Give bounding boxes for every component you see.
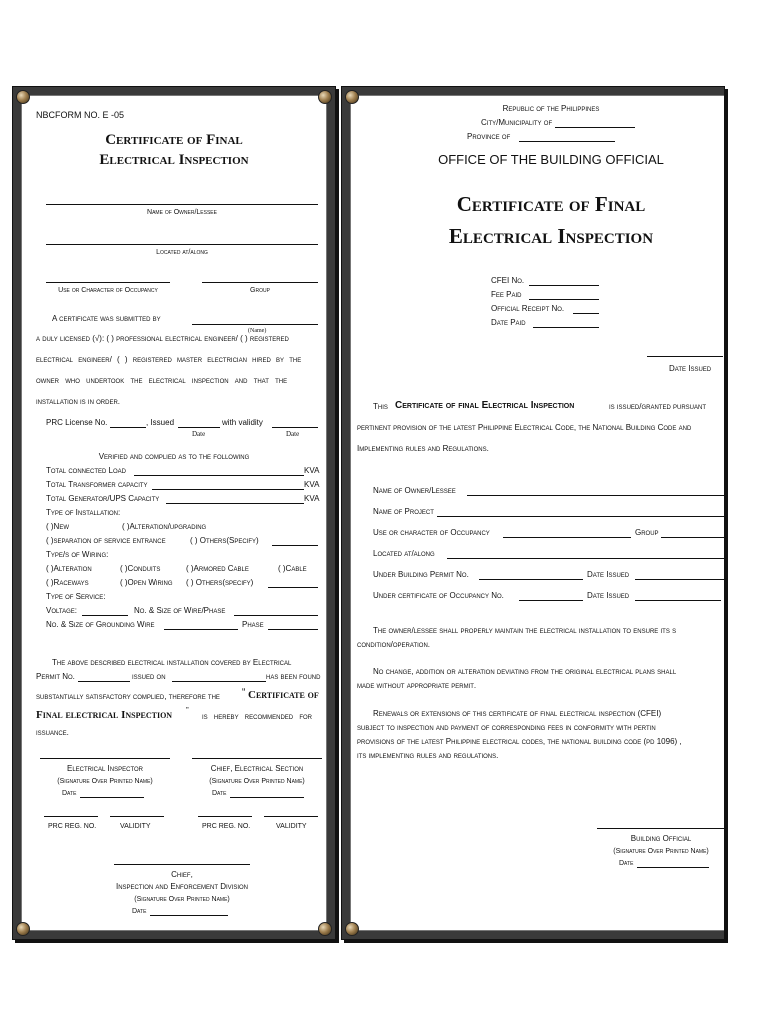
total-transformer-label: Total Transformer capacity bbox=[46, 480, 148, 489]
validity-line-2[interactable] bbox=[264, 816, 318, 817]
group-line-right[interactable] bbox=[661, 537, 725, 538]
date-paid-line[interactable] bbox=[533, 327, 599, 328]
paragraph-2a: No change, addition or alteration deviating from the original electrical plans shall bbox=[373, 667, 677, 676]
with-validity-label: with validity bbox=[222, 418, 263, 427]
grounding-label: No. & Size of Grounding Wire bbox=[46, 620, 155, 629]
location-label: Located at/along bbox=[156, 249, 208, 256]
receipt-no-label: Official Receipt No. bbox=[491, 304, 565, 313]
issued-granted-text: is issued/granted pursuant bbox=[609, 402, 707, 411]
paragraph-3c: provisions of the latest Philippine electrical codes, the national building code (pd 1096) , bbox=[357, 737, 682, 746]
building-official-signature-line[interactable] bbox=[597, 828, 725, 829]
inspector-signature-line[interactable] bbox=[40, 758, 170, 759]
republic-label: Republic of the Philippines bbox=[502, 104, 600, 113]
others-wiring-checkbox[interactable]: ( ) Others(specify) bbox=[186, 578, 254, 587]
implementing-text: Implementing rules and Regulations. bbox=[357, 444, 489, 453]
quote-close: ” bbox=[186, 706, 189, 715]
left-title-line1: Certificate of Final bbox=[105, 132, 243, 148]
cert-inline-bold: Certificate of final Electrical Inspection bbox=[395, 400, 575, 411]
paragraph-1a: The owner/lessee shall properly maintain the electrical installation to ensure its s bbox=[373, 626, 677, 635]
kva-2: KVA bbox=[304, 480, 320, 489]
quote-open: “ bbox=[242, 687, 246, 698]
prc-reg-line-1[interactable] bbox=[44, 816, 98, 817]
right-title-line1: Certificate of Final bbox=[456, 192, 646, 216]
left-title-line2: Electrical Inspection bbox=[99, 152, 249, 168]
kva-1: KVA bbox=[304, 466, 320, 475]
located-line[interactable] bbox=[447, 558, 725, 559]
building-official-signature-name: (Signature Over Printed Name) bbox=[613, 848, 709, 855]
open-wiring-checkbox[interactable]: ( )Open Wiring bbox=[120, 578, 173, 587]
chief-section-label: Chief, Electrical Section bbox=[210, 764, 304, 773]
permit-no-label: Permit No. bbox=[36, 672, 75, 681]
cert-text-5: installation is in order. bbox=[36, 397, 121, 406]
conduits-checkbox[interactable]: ( )Conduits bbox=[120, 564, 161, 573]
cert-text-4: owner who undertook the electrical inspection and that the bbox=[36, 376, 288, 385]
chief-label: Chief, bbox=[171, 870, 193, 879]
chief-section-signature-name: (Signature Over Printed Name) bbox=[209, 778, 305, 785]
name-small-label: (Name) bbox=[248, 328, 267, 334]
fee-paid-label: Fee Paid bbox=[491, 290, 522, 299]
occupancy-cert-label: Under certificate of Occupancy No. bbox=[373, 591, 504, 600]
office-heading: OFFICE OF THE BUILDING OFFICIAL bbox=[438, 152, 664, 167]
issued-on-line[interactable] bbox=[172, 681, 266, 682]
owner-lessee-line[interactable] bbox=[467, 495, 725, 496]
alteration-wiring-checkbox[interactable]: ( )Alteration bbox=[46, 564, 92, 573]
rivet-icon bbox=[16, 90, 30, 104]
verified-heading: Verified and complied as to the following bbox=[98, 452, 250, 461]
raceways-checkbox[interactable]: ( )Raceways bbox=[46, 578, 89, 587]
group-label: Group bbox=[250, 287, 270, 294]
left-certificate-card bbox=[12, 86, 336, 940]
building-official-label: Building Official bbox=[630, 834, 692, 843]
city-line[interactable] bbox=[555, 127, 635, 128]
this-text: This bbox=[373, 402, 388, 411]
use-character-line[interactable] bbox=[503, 537, 631, 538]
occupancy-date-issued-label: Date Issued bbox=[587, 591, 630, 600]
others-wiring-line[interactable] bbox=[268, 587, 318, 588]
voltage-line[interactable] bbox=[82, 615, 128, 616]
total-generator-label: Total Generator/UPS Capacity bbox=[46, 494, 160, 503]
group-line[interactable] bbox=[202, 282, 318, 283]
phase-line[interactable] bbox=[268, 629, 318, 630]
rivet-icon bbox=[345, 922, 359, 936]
fee-paid-line[interactable] bbox=[529, 299, 599, 300]
inspector-signature-name: (Signature Over Printed Name) bbox=[57, 778, 153, 785]
validity-label-1: VALIDITY bbox=[120, 823, 151, 830]
right-card-body bbox=[350, 95, 724, 931]
division-date-line[interactable] bbox=[150, 915, 228, 916]
cert-bold-1: Certificate of bbox=[248, 689, 319, 701]
date-issued-line[interactable] bbox=[647, 356, 723, 357]
prc-license-label: PRC License No. bbox=[46, 418, 108, 427]
wire-phase-label: No. & Size of Wire/Phase bbox=[134, 606, 226, 615]
project-label: Name of Project bbox=[373, 507, 434, 516]
receipt-no-line[interactable] bbox=[573, 313, 599, 314]
owner-line[interactable] bbox=[46, 204, 318, 205]
total-transformer-line[interactable] bbox=[152, 489, 304, 490]
location-line[interactable] bbox=[46, 244, 318, 245]
total-load-label: Total connected Load bbox=[46, 466, 127, 475]
cert-text-1: A certificate was submitted by bbox=[52, 314, 161, 323]
project-line[interactable] bbox=[437, 516, 725, 517]
occupancy-date-issued-line[interactable] bbox=[635, 600, 721, 601]
wire-phase-line[interactable] bbox=[234, 615, 318, 616]
division-date-label: Date bbox=[132, 908, 147, 915]
rivet-icon bbox=[345, 90, 359, 104]
grounding-line[interactable] bbox=[164, 629, 238, 630]
kva-3: KVA bbox=[304, 494, 320, 503]
use-character-label: Use or character of Occupancy bbox=[373, 528, 490, 537]
rivet-icon bbox=[318, 90, 332, 104]
building-official-date-line[interactable] bbox=[637, 867, 709, 868]
issued-date-line[interactable] bbox=[178, 427, 220, 428]
date-small-2: Date bbox=[286, 430, 300, 438]
date-paid-label: Date Paid bbox=[491, 318, 526, 327]
pertinent-text: pertinent provision of the latest Philippine Electrical Code, the National Building Code and bbox=[357, 423, 692, 432]
cfei-no-label: CFEI No. bbox=[491, 276, 525, 285]
rivet-icon bbox=[318, 922, 332, 936]
permit-date-issued-label: Date Issued bbox=[587, 570, 630, 579]
prc-reg-line-2[interactable] bbox=[198, 816, 252, 817]
city-label: City/Municipality of bbox=[481, 118, 553, 127]
permit-date-issued-line[interactable] bbox=[635, 579, 725, 580]
issuance-text: issuance. bbox=[36, 728, 69, 737]
permit-no-line[interactable] bbox=[78, 681, 130, 682]
armored-cable-checkbox[interactable]: ( )Armored Cable bbox=[186, 564, 249, 573]
issued-on-label: issued on bbox=[132, 672, 166, 681]
right-certificate-card bbox=[341, 86, 725, 940]
separation-checkbox[interactable]: ( )separation of service entrance bbox=[46, 536, 166, 545]
division-signature-name: (Signature Over Printed Name) bbox=[134, 896, 230, 903]
inspector-date-line[interactable] bbox=[80, 797, 144, 798]
form-number: NBCFORM NO. E -05 bbox=[36, 110, 125, 120]
total-generator-line[interactable] bbox=[166, 503, 304, 504]
submitted-by-line[interactable] bbox=[192, 324, 318, 325]
left-card-body bbox=[21, 95, 327, 931]
issued-label: , Issued bbox=[146, 418, 175, 427]
phase-label: Phase bbox=[242, 620, 264, 629]
chief-division-signature-line[interactable] bbox=[114, 864, 250, 865]
type-installation-label: Type of Installation: bbox=[46, 508, 121, 517]
use-label: Use or Character of Occupancy bbox=[58, 287, 158, 294]
building-permit-line[interactable] bbox=[479, 579, 583, 580]
owner-lessee-label: Name of Owner/Lessee bbox=[373, 486, 456, 495]
cable-checkbox[interactable]: ( )Cable bbox=[278, 564, 307, 573]
building-official-date-label: Date bbox=[619, 860, 634, 867]
chief-section-date-line[interactable] bbox=[230, 797, 304, 798]
new-checkbox[interactable]: ( )New bbox=[46, 522, 69, 531]
validity-line[interactable] bbox=[272, 427, 318, 428]
occupancy-cert-line[interactable] bbox=[519, 600, 583, 601]
rivet-icon bbox=[16, 922, 30, 936]
inspector-date-label: Date bbox=[62, 790, 77, 797]
date-small-1: Date bbox=[192, 430, 206, 438]
cfei-no-line[interactable] bbox=[529, 285, 599, 286]
date-issued-label: Date Issued bbox=[669, 364, 712, 373]
cert-text-2: a duly licensed (√): ( ) professional electrical engineer/ ( ) registered bbox=[36, 334, 289, 343]
group-label-right: Group bbox=[635, 528, 659, 537]
others-installation-line[interactable] bbox=[272, 545, 318, 546]
validity-label-2: VALIDITY bbox=[276, 823, 307, 830]
paragraph-3b: subject to inspection and payment of corresponding fees in conformity with pertin bbox=[357, 723, 656, 732]
others-installation-checkbox[interactable]: ( ) Others(Specify) bbox=[190, 536, 259, 545]
paragraph-3a: Renewals or extensions of this certificate of final electrical inspection (CFEI) bbox=[373, 709, 662, 718]
cert-text-3: electrical engineer/ ( ) registered master electrician hired by the bbox=[36, 355, 302, 364]
alteration-upgrading-checkbox[interactable]: ( )Alteration/upgrading bbox=[122, 522, 207, 531]
prc-license-line[interactable] bbox=[110, 427, 146, 428]
right-title-line2: Electrical Inspection bbox=[448, 224, 654, 248]
voltage-label: Voltage: bbox=[46, 606, 78, 615]
above-text-2: substantially satisfactory complied, therefore the bbox=[36, 692, 220, 701]
total-load-line[interactable] bbox=[134, 475, 304, 476]
province-label: Province of bbox=[467, 132, 511, 141]
province-line[interactable] bbox=[519, 141, 615, 142]
division-label: Inspection and Enforcement Division bbox=[115, 882, 248, 891]
owner-label: Name of Owner/Lessee bbox=[147, 209, 217, 216]
prc-reg-no-1: PRC REG. NO. bbox=[48, 823, 97, 830]
paragraph-3d: its implementing rules and regulations. bbox=[357, 751, 499, 760]
paragraph-1b: condition/operation. bbox=[357, 640, 431, 649]
types-wiring-label: Type/s of Wiring: bbox=[46, 550, 109, 559]
electrical-inspector-label: Electrical Inspector bbox=[66, 764, 144, 773]
use-line[interactable] bbox=[46, 282, 170, 283]
has-been-found-label: has been found bbox=[266, 672, 321, 681]
cert-bold-2: Final electrical Inspection bbox=[36, 709, 173, 721]
chief-section-date-label: Date bbox=[212, 790, 227, 797]
building-permit-label: Under Building Permit No. bbox=[373, 570, 469, 579]
chief-section-signature-line[interactable] bbox=[192, 758, 322, 759]
located-label: Located at/along bbox=[373, 549, 435, 558]
paragraph-2b: made without appropriate permit. bbox=[357, 681, 477, 690]
recommended-text: is hereby recommended for bbox=[202, 712, 313, 721]
prc-reg-no-2: PRC REG. NO. bbox=[202, 823, 251, 830]
above-text-1: The above described electrical installation covered by Electrical bbox=[52, 658, 292, 667]
validity-line-1[interactable] bbox=[110, 816, 164, 817]
type-service-label: Type of Service: bbox=[46, 592, 106, 601]
